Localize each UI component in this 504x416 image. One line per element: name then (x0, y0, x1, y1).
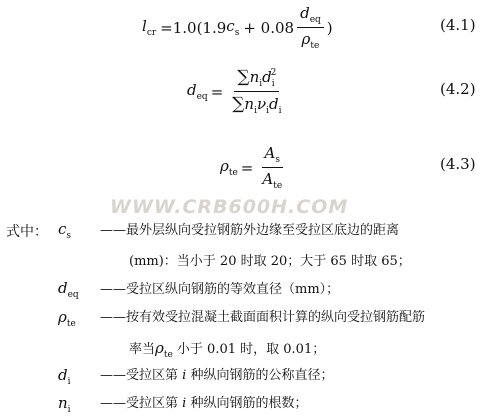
watermark: WWW.CRB600H.COM (110, 196, 349, 218)
eq2-number: (4.2) (440, 80, 476, 98)
definitions-label: 式中： (6, 224, 48, 240)
eq1-fraction: $\frac{d_{eq}}{\rho_{te}}$ (297, 4, 324, 51)
eq1-coef: =1.0(1.9 (160, 18, 227, 37)
def-ni-text: ——受拉区第 i 种纵向钢筋的根数； (100, 396, 308, 411)
eq3-eq: = (240, 158, 254, 177)
eq1-close: ) (326, 18, 333, 37)
def-cs-text: ——最外层纵向受拉钢筋外边缘至受拉区底边的距离 (100, 223, 400, 238)
eq2-lhs: $d_{eq}$ (187, 81, 208, 102)
def-rho-text: ——按有效受拉混凝土截面面积计算的纵向受拉钢筋配筋 (100, 310, 426, 325)
def-rho-continuation: 率当$\rho_{te}$ 小于 0.01 时，取 0.01； (129, 339, 326, 360)
eq3-number: (4.3) (440, 155, 476, 173)
def-di-symbol: $d_i$ (58, 366, 71, 387)
def-deq-symbol: $d_{eq}$ (58, 279, 79, 300)
def-cs-symbol: $c_s$ (58, 220, 72, 241)
def-rho-symbol: $\rho_{te}$ (58, 308, 76, 329)
def-ni-symbol: $n_i$ (58, 394, 71, 415)
def-di-text: ——受拉区第 i 种纵向钢筋的公称直径； (100, 368, 334, 383)
equation-4-2 (187, 67, 288, 116)
eq3-fraction: $\frac{A_s}{A_{te}}$ (262, 144, 283, 191)
eq2-fraction: $\frac{\sum n_id_i^2}{\sum n_i\nu_id_i}$ (232, 67, 282, 116)
eq3-lhs: $\rho_{te}$ (220, 157, 238, 178)
equation-4-3 (220, 144, 288, 191)
def-cs-continuation: (mm)：当小于 20 时取 20；大于 65 时取 65； (129, 254, 411, 269)
equation-4-1 (142, 4, 333, 51)
def-deq-text: ——受拉区纵向钢筋的等效直径（mm）； (100, 282, 340, 297)
eq1-cs: $c_s$ (226, 17, 240, 38)
eq2-eq: = (210, 82, 224, 101)
eq1-lhs: $l_{cr}$ (142, 17, 157, 38)
eq1-number: (4.1) (440, 16, 476, 34)
eq1-plus: + 0.08 (243, 18, 295, 37)
